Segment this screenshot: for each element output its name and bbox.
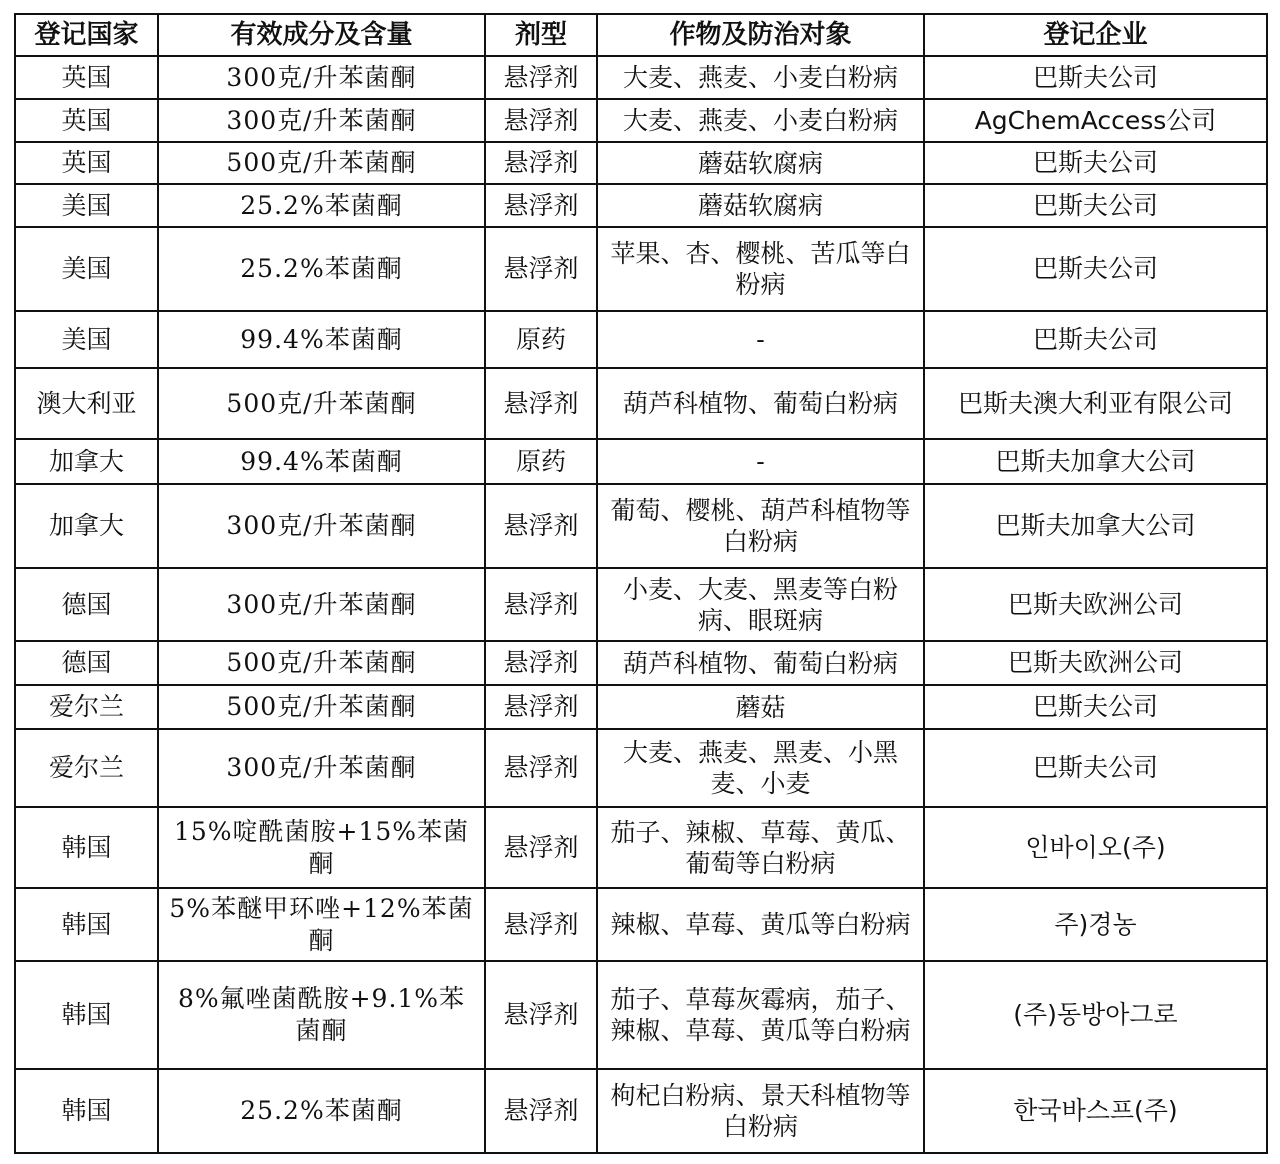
cell-country: 韩国 <box>15 888 158 961</box>
cell-crops: 葫芦科植物、葡萄白粉病 <box>597 641 924 685</box>
cell-ingredient: 300克/升苯菌酮 <box>158 729 485 807</box>
cell-country: 爱尔兰 <box>15 685 158 729</box>
cell-country: 美国 <box>15 184 158 227</box>
header-crops: 作物及防治对象 <box>597 14 924 56</box>
cell-crops: 蘑菇 <box>597 685 924 729</box>
cell-company: 巴斯夫加拿大公司 <box>924 484 1267 568</box>
cell-company: 巴斯夫欧洲公司 <box>924 568 1267 641</box>
cell-crops: - <box>597 311 924 368</box>
cell-ingredient: 300克/升苯菌酮 <box>158 484 485 568</box>
cell-formulation: 原药 <box>485 439 597 484</box>
cell-ingredient: 8%氟唑菌酰胺+9.1%苯菌酮 <box>158 961 485 1069</box>
registration-table-container <box>14 13 1266 1154</box>
cell-company: 주)경농 <box>924 888 1267 961</box>
cell-formulation: 悬浮剂 <box>485 227 597 311</box>
cell-crops: - <box>597 439 924 484</box>
table-row <box>15 888 1267 961</box>
cell-crops: 枸杞白粉病、景天科植物等白粉病 <box>597 1069 924 1153</box>
cell-ingredient: 99.4%苯菌酮 <box>158 311 485 368</box>
header-ingredient: 有效成分及含量 <box>158 14 485 56</box>
table-row <box>15 729 1267 807</box>
cell-crops: 小麦、大麦、黑麦等白粉病、眼斑病 <box>597 568 924 641</box>
cell-country: 英国 <box>15 99 158 142</box>
table-row <box>15 641 1267 685</box>
cell-crops: 大麦、燕麦、黑麦、小黑麦、小麦 <box>597 729 924 807</box>
cell-country: 韩国 <box>15 961 158 1069</box>
cell-formulation: 悬浮剂 <box>485 641 597 685</box>
cell-country: 德国 <box>15 641 158 685</box>
cell-country: 英国 <box>15 142 158 184</box>
cell-ingredient: 5%苯醚甲环唑+12%苯菌酮 <box>158 888 485 961</box>
cell-crops: 辣椒、草莓、黄瓜等白粉病 <box>597 888 924 961</box>
cell-crops: 茄子、辣椒、草莓、黄瓜、葡萄等白粉病 <box>597 807 924 888</box>
cell-crops: 葫芦科植物、葡萄白粉病 <box>597 368 924 439</box>
cell-ingredient: 15%啶酰菌胺+15%苯菌酮 <box>158 807 485 888</box>
cell-country: 加拿大 <box>15 484 158 568</box>
cell-country: 澳大利亚 <box>15 368 158 439</box>
table-row <box>15 227 1267 311</box>
cell-ingredient: 25.2%苯菌酮 <box>158 184 485 227</box>
table-row <box>15 685 1267 729</box>
cell-company: 巴斯夫公司 <box>924 56 1267 99</box>
table-header-row <box>15 14 1267 56</box>
cell-ingredient: 300克/升苯菌酮 <box>158 99 485 142</box>
cell-company: 巴斯夫公司 <box>924 142 1267 184</box>
table-row <box>15 961 1267 1069</box>
cell-company: AgChemAccess公司 <box>924 99 1267 142</box>
cell-company: 巴斯夫公司 <box>924 729 1267 807</box>
table-row <box>15 184 1267 227</box>
table-row <box>15 368 1267 439</box>
table-row <box>15 56 1267 99</box>
cell-formulation: 悬浮剂 <box>485 484 597 568</box>
cell-company: 한국바스프(주) <box>924 1069 1267 1153</box>
cell-ingredient: 500克/升苯菌酮 <box>158 142 485 184</box>
cell-country: 美国 <box>15 227 158 311</box>
cell-company: 巴斯夫公司 <box>924 227 1267 311</box>
cell-country: 德国 <box>15 568 158 641</box>
cell-country: 韩国 <box>15 1069 158 1153</box>
cell-company: 巴斯夫加拿大公司 <box>924 439 1267 484</box>
cell-country: 美国 <box>15 311 158 368</box>
cell-ingredient: 99.4%苯菌酮 <box>158 439 485 484</box>
cell-formulation: 悬浮剂 <box>485 184 597 227</box>
cell-company: 인바이오(주) <box>924 807 1267 888</box>
cell-formulation: 悬浮剂 <box>485 142 597 184</box>
cell-company: (주)동방아그로 <box>924 961 1267 1069</box>
cell-formulation: 悬浮剂 <box>485 961 597 1069</box>
cell-ingredient: 25.2%苯菌酮 <box>158 1069 485 1153</box>
cell-country: 加拿大 <box>15 439 158 484</box>
cell-formulation: 原药 <box>485 311 597 368</box>
cell-ingredient: 500克/升苯菌酮 <box>158 685 485 729</box>
cell-company: 巴斯夫澳大利亚有限公司 <box>924 368 1267 439</box>
header-formulation: 剂型 <box>485 14 597 56</box>
cell-formulation: 悬浮剂 <box>485 1069 597 1153</box>
registration-table <box>14 13 1268 1154</box>
cell-ingredient: 300克/升苯菌酮 <box>158 568 485 641</box>
table-row <box>15 439 1267 484</box>
header-country: 登记国家 <box>15 14 158 56</box>
table-row <box>15 311 1267 368</box>
cell-ingredient: 500克/升苯菌酮 <box>158 641 485 685</box>
cell-company: 巴斯夫公司 <box>924 311 1267 368</box>
table-row <box>15 142 1267 184</box>
cell-company: 巴斯夫公司 <box>924 685 1267 729</box>
cell-crops: 蘑菇软腐病 <box>597 142 924 184</box>
cell-country: 英国 <box>15 56 158 99</box>
cell-formulation: 悬浮剂 <box>485 729 597 807</box>
table-row <box>15 1069 1267 1153</box>
cell-ingredient: 25.2%苯菌酮 <box>158 227 485 311</box>
cell-company: 巴斯夫公司 <box>924 184 1267 227</box>
cell-formulation: 悬浮剂 <box>485 685 597 729</box>
cell-formulation: 悬浮剂 <box>485 368 597 439</box>
cell-formulation: 悬浮剂 <box>485 56 597 99</box>
cell-crops: 蘑菇软腐病 <box>597 184 924 227</box>
table-row <box>15 807 1267 888</box>
cell-formulation: 悬浮剂 <box>485 888 597 961</box>
cell-country: 韩国 <box>15 807 158 888</box>
table-row <box>15 484 1267 568</box>
cell-ingredient: 500克/升苯菌酮 <box>158 368 485 439</box>
cell-ingredient: 300克/升苯菌酮 <box>158 56 485 99</box>
cell-crops: 苹果、杏、樱桃、苦瓜等白粉病 <box>597 227 924 311</box>
cell-country: 爱尔兰 <box>15 729 158 807</box>
table-row <box>15 568 1267 641</box>
cell-formulation: 悬浮剂 <box>485 99 597 142</box>
cell-company: 巴斯夫欧洲公司 <box>924 641 1267 685</box>
table-row <box>15 99 1267 142</box>
cell-crops: 茄子、草莓灰霉病，茄子、辣椒、草莓、黄瓜等白粉病 <box>597 961 924 1069</box>
cell-crops: 大麦、燕麦、小麦白粉病 <box>597 99 924 142</box>
cell-crops: 大麦、燕麦、小麦白粉病 <box>597 56 924 99</box>
header-company: 登记企业 <box>924 14 1267 56</box>
cell-formulation: 悬浮剂 <box>485 807 597 888</box>
cell-crops: 葡萄、樱桃、葫芦科植物等白粉病 <box>597 484 924 568</box>
cell-formulation: 悬浮剂 <box>485 568 597 641</box>
